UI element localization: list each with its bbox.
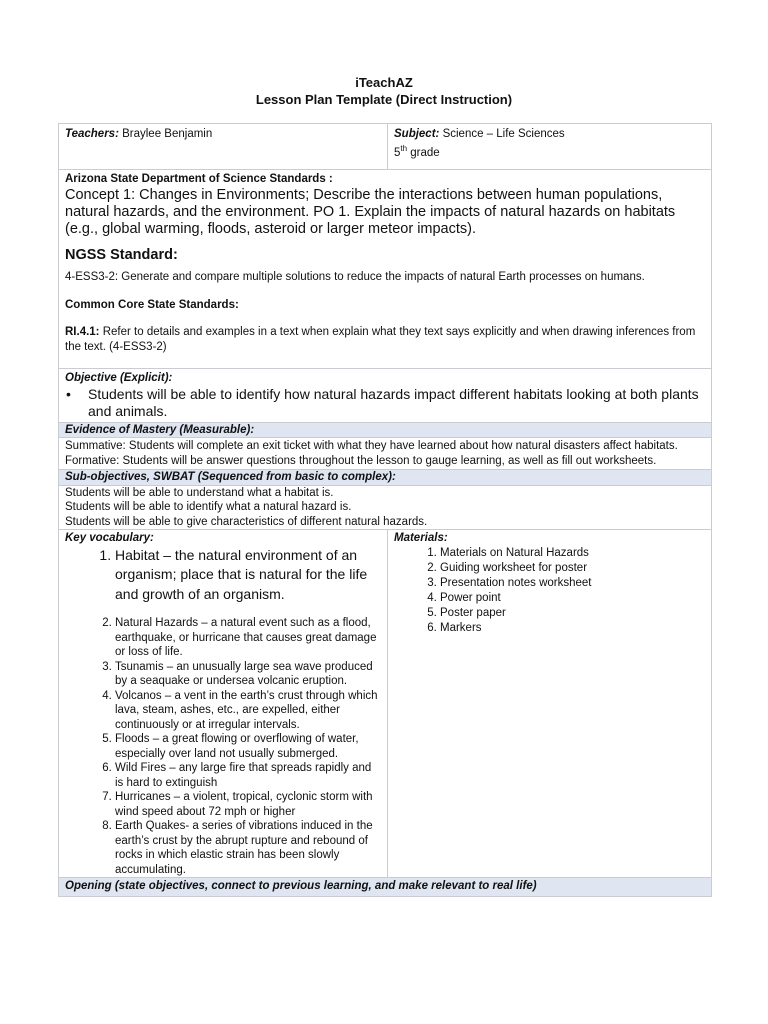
material-item: 3. Presentation notes worksheet (440, 576, 705, 591)
subobjective-line: Students will be able to give characteristics of different natural hazards. (65, 515, 428, 528)
standards-row (59, 170, 712, 369)
vocab-item: 7. Hurricanes – a violent, tropical, cyclonic storm with wind speed about 72 mph or higher (115, 790, 381, 819)
materials-list (394, 546, 705, 636)
vocab-item: 5. Floods – a great flowing or overflowing of water, especially over land not usually submerged. (115, 732, 381, 761)
subobjective-line: Students will be able to understand what a habitat is. (65, 486, 334, 499)
ccss-standard (65, 325, 705, 354)
vocab-item: 3. Tsunamis – an unusually large sea wave produced by a seaquake or undersea volcanic eruption. (115, 660, 381, 689)
mastery-heading-row (59, 422, 712, 438)
subobjectives-heading-row (59, 470, 712, 486)
mastery-row (59, 438, 712, 470)
formative-text: Formative: Students will be answer questions throughout the lesson to gauge learning, as well as fill out worksheets. (65, 454, 657, 467)
materials-cell (388, 530, 712, 878)
ccss-heading: Common Core State Standards: (65, 298, 239, 311)
teachers-label: Teachers: (65, 128, 119, 140)
material-item: 1. Materials on Natural Hazards (440, 546, 705, 561)
vocabulary-list (65, 546, 381, 878)
vocab-item: 6. Wild Fires – any large fire that spreads rapidly and is hard to extinguish (115, 761, 381, 790)
az-standards-heading: Arizona State Department of Science Standards : (65, 173, 333, 185)
material-item: 6. Markers (440, 621, 705, 636)
grade-suffix: th (400, 143, 408, 153)
subject-value: Science – Life Sciences (442, 128, 565, 140)
subobjectives-heading: Sub-objectives, SWBAT (Sequenced from basic to complex): (59, 470, 712, 486)
ngss-heading: NGSS Standard: (65, 246, 178, 263)
mastery-cell (59, 438, 712, 470)
opening-heading: Opening (state objectives, connect to previous learning, and make relevant to real life) (59, 878, 712, 897)
document-title: Lesson Plan Template (Direct Instruction) (255, 92, 513, 107)
vocab-item: 1. Habitat – the natural environment of an organism; place that is natural for the life and growth of an organism. (115, 546, 381, 605)
ccss-code: RI.4.1: (65, 326, 100, 338)
vocab-item: 4. Volcanos – a vent in the earth’s crust through which lava, steam, ashes, etc., are expelled, either continuously or at irregular intervals. (115, 689, 381, 733)
material-item: 5. Poster paper (440, 606, 705, 621)
lesson-plan-table (58, 123, 712, 897)
teachers-cell (59, 124, 388, 170)
grade-word: grade (410, 146, 440, 159)
bullet-glyph: • (66, 385, 71, 402)
objective-item (65, 386, 705, 420)
objective-text: Students will be able to identify how natural hazards impact different habitats looking at both plants and animals. (88, 385, 699, 419)
objective-cell (59, 369, 712, 423)
material-item: 2. Guiding worksheet for poster (440, 561, 705, 576)
org-name: iTeachAZ (355, 75, 413, 90)
vocabulary-heading: Key vocabulary: (65, 532, 154, 544)
vocab-item: 2. Natural Hazards – a natural event such as a flood, earthquake, or hurricane that causes great damage or loss of life. (115, 616, 381, 660)
grade-number: 5 (394, 146, 401, 159)
materials-heading: Materials: (394, 532, 448, 544)
az-standards-text: Concept 1: Changes in Environments; Describe the interactions between human populations, natural hazards, and the environment. PO 1. Explain the impacts of natural hazards on habitats (e.g., global warming, floods, asteroid or larger meteor impacts). (65, 186, 676, 237)
subobjective-line: Students will be able to identify what a natural hazard is. (65, 501, 352, 513)
subobjectives-row (59, 485, 712, 530)
ngss-text: 4-ESS3-2: Generate and compare multiple solutions to reduce the impacts of natural Earth processes on humans. (65, 271, 645, 283)
material-item: 4. Power point (440, 591, 705, 606)
vocabulary-cell (59, 530, 388, 878)
opening-heading-row (59, 878, 712, 897)
vocab-materials-row (59, 530, 712, 878)
standards-cell (59, 170, 712, 369)
vocab-item: 8. Earth Quakes- a series of vibrations induced in the earth’s crust by the abrupt rupture and rebound of rocks in which elastic strain has been slowly accumulating. (115, 819, 381, 877)
teachers-value: Braylee Benjamin (122, 128, 213, 140)
summative-text: Summative: Students will complete an exit ticket with what they have learned about how natural disasters affect habitats. (65, 440, 678, 452)
subject-label: Subject: (394, 128, 440, 140)
subobjectives-cell (59, 485, 712, 530)
teacher-subject-row (59, 124, 712, 170)
ccss-text: Refer to details and examples in a text when explain what they text says explicitly and when drawing inferences from the text. (4-ESS3-2) (65, 326, 696, 353)
mastery-heading: Evidence of Mastery (Measurable): (59, 422, 712, 438)
document-header (0, 74, 768, 108)
objective-list (65, 386, 705, 420)
objective-heading: Objective (Explicit): (65, 372, 173, 384)
objective-row (59, 369, 712, 423)
subject-cell (388, 124, 712, 170)
